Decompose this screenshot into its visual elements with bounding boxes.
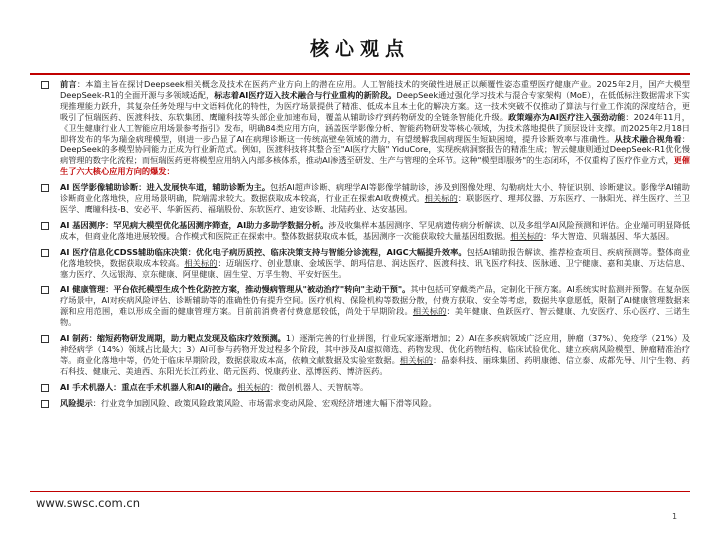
emphasis-text: AI 健康管理：平台依托模型生成个性化防控方案，推动慢病管理从"被动治疗"转向"主动干预"。 — [60, 284, 411, 295]
footer-divider — [30, 491, 690, 492]
related-tickers-label: 相关标的 — [399, 354, 434, 365]
square-bullet-icon — [41, 249, 49, 257]
square-bullet-icon — [41, 384, 49, 392]
body-text: ：微创机器人、天智航等。 — [269, 381, 369, 392]
key-points-body — [60, 79, 690, 413]
related-tickers-label: 相关标的 — [184, 257, 218, 268]
emphasis-text: AI 手术机器人：重点在手术机器人和AI的融合。 — [60, 381, 238, 392]
footer-website: www.swsc.com.cn — [36, 496, 141, 510]
emphasis-text: 前言 — [60, 79, 77, 89]
section-ai-surgical-robot — [60, 382, 690, 393]
emphasis-text: AI 医疗信息化CDSS辅助临床决策：优化电子病历质控、临床决策支持与智能分诊流程，AIGC大幅提升效率。 — [60, 246, 467, 257]
section-ai-health-management — [60, 284, 690, 328]
square-bullet-icon — [41, 81, 49, 89]
body-text: ：2024年11月，《卫生健康行业人工智能应用场景参考指引》发布，明确84类应用方向，涵盖医学影像分析、智能药物研发等核心领域，为技术落地提供了顶层设计支撑。而2025年2月18日即将发布的华为瑞金病理模型，则进一步凸显了AI在病理诊断这一传统高壁垒领域的潜力，有望缓解我国病理医生短缺困境，提升诊断效率与准确性。 — [60, 111, 690, 144]
page-title: 核心观点 — [309, 38, 410, 60]
related-tickers-label: 相关标的 — [510, 230, 544, 241]
body-text: 包括AI辅助报告解读、推荐检查项目、疾病预测等。整体商业化落地较快，数据获取成本较高。 — [60, 246, 690, 268]
emphasis-text: AI 医学影像辅助诊断：进入发展快车道，辅助诊断为主。 — [60, 182, 271, 193]
related-tickers-label: 相关标的 — [237, 381, 270, 392]
body-text: 包括AI超声诊断、病理学AI等影像学辅助诊，涉及到图像处理、勾勒病灶大小、特征识别、诊断建议。影像学AI辅助诊断商业化落地快，应用场景明确，院端需求较大。数据获取成本较高，行业正在探索AI收费模式。 — [60, 182, 690, 204]
body-text: ：本篇主旨在探讨Deepseek相关概念及技术在医药产业方向上的潜在应用。人工智能技术的突破性进展正以颠覆性姿态重塑医疗健康产业。2025年2月，国产大模型DeepSeek-R1的全面开源与多领域适配， — [60, 79, 690, 100]
square-bullet-icon — [41, 222, 49, 230]
related-tickers-label: 相关标的 — [412, 306, 447, 317]
square-bullet-icon — [41, 184, 49, 192]
emphasis-text: 从技术融合视角看 — [614, 133, 682, 144]
emphasis-text: AI 基因测序：罕见病大模型优化基因测序筛查，AI助力多助学数据分析。 — [60, 219, 329, 230]
square-bullet-icon — [41, 400, 49, 408]
section-risk-warning — [60, 398, 690, 409]
emphasis-text: 风险提示 — [60, 397, 93, 408]
emphasis-text: 更催生了六大核心应用方向的爆发： — [60, 155, 690, 177]
emphasis-text: 标志着AI医疗迈入技术融合与行业重构的新阶段。 — [214, 89, 397, 100]
body-text: ：行业竞争加剧风险、政策风险政策风险、市场需求变动风险、宏观经济增速大幅下滑等风险。 — [92, 397, 437, 408]
body-text: ：联影医疗、理邦仪器、万东医疗、一脉阳光、祥生医疗、兰卫医学、鹰瞳科技-B、安必平、华新医药、福瑞股份、东软医疗、迪安诊断、北陆药业、达安基因。 — [60, 193, 690, 214]
body-text: 涉及收集样本基因测序、罕见病遗传病分析解读、以及多组学AI风险预测和评估。企业端可明显降低成本，但商业化落地进展较慢。合作模式和医院正在探索中。整体数据获取成本低，基因测序一次能获取较大量基因组数据。 — [60, 219, 690, 241]
body-text: ：晶泰科技、丽珠集团、药明康德、信立泰、成都先导、川宁生物、药石科技、健康元、美迪西、东阳光长江药业、皓元医药、悦康药业、泓博医药、博济医药。 — [60, 354, 690, 376]
section-ai-imaging — [60, 182, 690, 215]
square-bullet-icon — [41, 335, 49, 343]
title-divider — [30, 73, 690, 75]
body-text: ：美年健康、鱼跃医疗、智云健康、九安医疗、乐心医疗、三诺生物。 — [60, 306, 690, 328]
emphasis-text: AI 制药：缩短药物研发周期，助力靶点发现及临床疗效预测。 — [60, 333, 286, 344]
body-text: DeepSeek通过强化学习技术与混合专家架构（MoE），在低低标注数据需求下实现推理能力跃升，其复杂任务处理与中文语料优化的特性，为医疗场景提供了精准、低成本且本土化的解决方案。这一技术突破不仅推动了算法与行业工作流的深度结合，更吸引了恒瑞医药、医渡科技、东软集团、鹰瞳科技等头部企业加速布局，覆盖从辅助诊疗到药物研发的全链条智能化升级。 — [60, 89, 690, 122]
section-ai-gene-sequencing — [60, 220, 690, 242]
body-text: 其中包括可穿戴类产品，定制化干预方案。AI系统实时监测并预警。在复杂医疗场景中，AI对疾病风险评估、诊断辅助等的准确性仍有提升空间。医疗机构、保险机构等数据分散，付费方获取、安全等考虑，数据共享意愿低，限制了AI健康管理数据来源和应用范围，难以形成全面的健康管理方案。目前前消费者付费意愿较低，尚处于早期阶段。 — [60, 284, 690, 317]
related-tickers-label: 相关标的 — [424, 193, 458, 204]
body-text: ：迈瑞医疗、创业慧康、金域医学、朗玛信息、润达医疗、医渡科技、讯飞医疗科技、医脉通、卫宁健康、嘉和美康、万达信息、塞力医疗、久远银海、京东健康、阿里健康、固生堂、万孚生物、平安好医生。 — [60, 257, 690, 279]
emphasis-text: 政策端亦为AI医疗注入强劲动能 — [508, 111, 626, 122]
section-ai-cdss — [60, 247, 690, 280]
section-preface — [60, 79, 690, 177]
page-number: 1 — [672, 512, 678, 521]
body-text: ：DeepSeek的多模型协同能力正成为行业新范式。例如，医渡科技将其整合至"AI医疗大脑" YiduCore，实现疾病洞察报告的精准生成；智云健康则通过DeepSeek-R1优化慢病管理的数字化流程；而恒瑞医药更将模型应用纳入内部多核体系，推动AI渗透至研发、生产与管理的全环节。这种"模型即服务"的生态闭环，不仅重构了医疗作业方式， — [60, 133, 690, 166]
body-text: 1）逐渐完善的行业拼图，行业玩家逐渐增加；2）AI在多疾病领域广泛应用，肿瘤（37%）、免疫学（21%）及神经病学（14%）领域占比最大；3）AI可参与药物开发过程多个阶段，其中涉及AI虚拟筛选、药物发现、优化药物结构、临床试验优化、建立疾病风险模型、肿瘤精准治疗等。商业化落地中等，仍处于临床早期阶段，数据获取成本高，依赖文献数据及实验室数据。 — [60, 333, 691, 365]
section-ai-pharma — [60, 333, 690, 377]
body-text: ：华大智造、贝瑞基因、华大基因。 — [543, 230, 675, 241]
square-bullet-icon — [41, 286, 49, 294]
